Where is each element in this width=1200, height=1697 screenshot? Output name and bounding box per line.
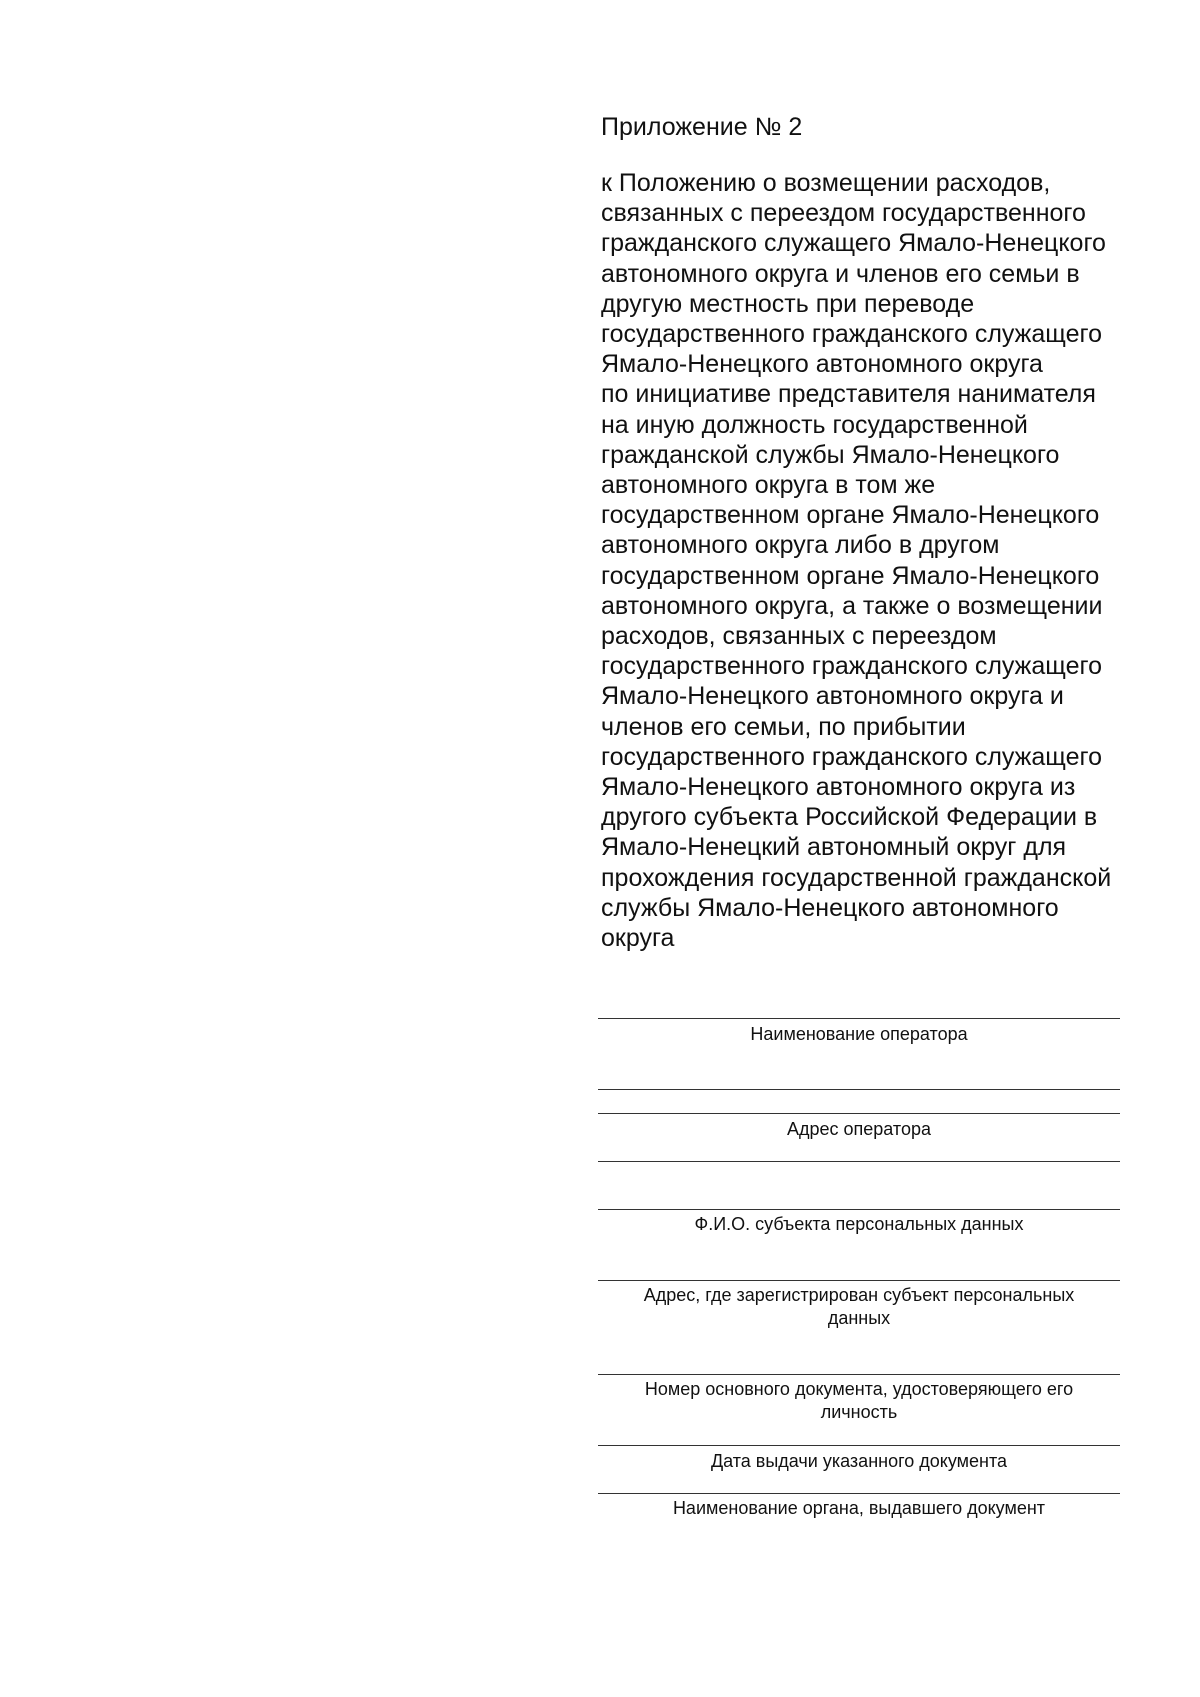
issue-date-caption: Дата выдачи указанного документа: [710, 1451, 1008, 1471]
appendix-line: к Положению о возмещении расходов,: [601, 169, 1051, 197]
subject-address-caption-1: Адрес, где зарегистрирован субъект персональных: [643, 1285, 1075, 1305]
operator-name-caption: Наименование оператора: [750, 1024, 968, 1044]
operator-address-caption: Адрес оператора: [787, 1119, 931, 1139]
appendix-line: автономного округа, а также о возмещении: [601, 591, 1103, 620]
document-number-line[interactable]: [598, 1374, 1120, 1375]
appendix-line: другую местность при переводе: [601, 289, 975, 318]
issuing-authority-line[interactable]: [598, 1493, 1120, 1494]
appendix-line: службы Ямало-Ненецкого автономного: [601, 893, 1059, 922]
appendix-line: государственного гражданского служащего: [601, 742, 1102, 771]
document-number-caption-2: личность: [820, 1402, 898, 1422]
appendix-line: членов его семьи, по прибытии: [601, 712, 966, 741]
appendix-line: автономного округа и членов его семьи в: [601, 259, 1080, 288]
appendix-line: связанных с переездом государственного: [601, 199, 1086, 228]
appendix-line: Ямало-Ненецкого автономного округа: [601, 350, 1043, 379]
appendix-line: округа: [601, 924, 675, 953]
appendix-line: автономного округа либо в другом: [601, 531, 1000, 560]
appendix-line: другого субъекта Российской Федерации в: [601, 803, 1098, 832]
operator-address-line-2[interactable]: [598, 1161, 1120, 1162]
appendix-line: гражданского служащего Ямало-Ненецкого: [601, 229, 1106, 258]
appendix-line: государственном органе Ямало-Ненецкого: [601, 561, 1100, 590]
appendix-line: Ямало-Ненецкого автономного округа и: [601, 682, 1064, 711]
appendix-line: государственного гражданского служащего: [601, 652, 1102, 681]
appendix-line: государственном органе Ямало-Ненецкого: [601, 501, 1100, 530]
appendix-header: [601, 112, 1161, 953]
operator-address-line[interactable]: [598, 1113, 1120, 1114]
appendix-line: Ямало-Ненецкий автономный округ для: [601, 833, 1067, 862]
appendix-line: гражданской службы Ямало-Ненецкого: [601, 440, 1060, 469]
subject-address-caption-2: данных: [827, 1308, 891, 1328]
operator-name-line[interactable]: [598, 1018, 1120, 1019]
subject-fio-caption: Ф.И.О. субъекта персональных данных: [694, 1214, 1024, 1234]
operator-name-line-2[interactable]: [598, 1089, 1120, 1090]
subject-address-line[interactable]: [598, 1280, 1120, 1281]
appendix-line: прохождения государственной гражданской: [601, 863, 1112, 892]
issuing-authority-caption: Наименование органа, выдавшего документ: [672, 1498, 1046, 1518]
appendix-line: расходов, связанных с переездом: [601, 622, 997, 651]
subject-fio-line[interactable]: [598, 1209, 1120, 1210]
appendix-title: Приложение № 2: [601, 113, 803, 141]
issue-date-line[interactable]: [598, 1445, 1120, 1446]
appendix-line: на иную должность государственной: [601, 410, 1028, 439]
appendix-description: [601, 168, 1161, 953]
appendix-line: по инициативе представителя нанимателя: [601, 380, 1096, 409]
appendix-line: автономного округа в том же: [601, 471, 936, 500]
document-number-caption-1: Номер основного документа, удостоверяющего его: [644, 1379, 1074, 1399]
appendix-line: государственного гражданского служащего: [601, 320, 1102, 349]
appendix-line: Ямало-Ненецкого автономного округа из: [601, 773, 1076, 802]
